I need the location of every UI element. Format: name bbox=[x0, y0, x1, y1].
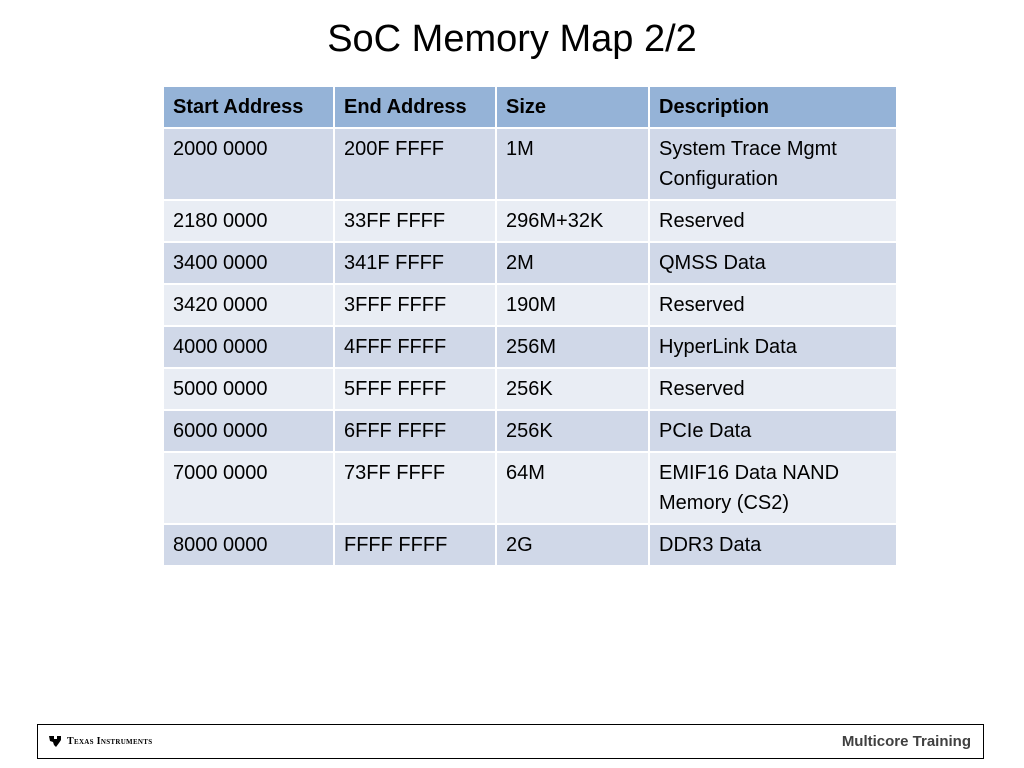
description-cell: Reserved bbox=[649, 200, 897, 242]
texas-instruments-logo-icon bbox=[48, 734, 62, 748]
column-header-description: Description bbox=[649, 86, 897, 128]
start-address-cell: 3420 0000 bbox=[163, 284, 334, 326]
end-address-cell: 341F FFFF bbox=[334, 242, 496, 284]
size-cell: 64M bbox=[496, 452, 649, 524]
end-address-cell: 3FFF FFFF bbox=[334, 284, 496, 326]
table-header-row bbox=[163, 86, 897, 128]
end-address-cell: 6FFF FFFF bbox=[334, 410, 496, 452]
size-cell: 256M bbox=[496, 326, 649, 368]
start-address-cell: 2180 0000 bbox=[163, 200, 334, 242]
table-row bbox=[163, 524, 897, 566]
table-row bbox=[163, 326, 897, 368]
description-cell: QMSS Data bbox=[649, 242, 897, 284]
table-row bbox=[163, 242, 897, 284]
column-header-start-address: Start Address bbox=[163, 86, 334, 128]
end-address-cell: 5FFF FFFF bbox=[334, 368, 496, 410]
table-row bbox=[163, 128, 897, 200]
start-address-cell: 8000 0000 bbox=[163, 524, 334, 566]
column-header-end-address: End Address bbox=[334, 86, 496, 128]
end-address-cell: FFFF FFFF bbox=[334, 524, 496, 566]
description-cell: EMIF16 Data NAND Memory (CS2) bbox=[649, 452, 897, 524]
size-cell: 2G bbox=[496, 524, 649, 566]
table-row bbox=[163, 410, 897, 452]
end-address-cell: 33FF FFFF bbox=[334, 200, 496, 242]
company-name: Texas Instruments bbox=[67, 735, 153, 747]
column-header-size: Size bbox=[496, 86, 649, 128]
table-row bbox=[163, 368, 897, 410]
start-address-cell: 3400 0000 bbox=[163, 242, 334, 284]
footer-bar bbox=[37, 724, 984, 759]
description-cell: DDR3 Data bbox=[649, 524, 897, 566]
description-cell: HyperLink Data bbox=[649, 326, 897, 368]
description-cell: Reserved bbox=[649, 368, 897, 410]
description-cell: PCIe Data bbox=[649, 410, 897, 452]
end-address-cell: 4FFF FFFF bbox=[334, 326, 496, 368]
course-name: Multicore Training bbox=[841, 733, 971, 750]
start-address-cell: 4000 0000 bbox=[163, 326, 334, 368]
start-address-cell: 5000 0000 bbox=[163, 368, 334, 410]
table-row bbox=[163, 200, 897, 242]
start-address-cell: 7000 0000 bbox=[163, 452, 334, 524]
start-address-cell: 6000 0000 bbox=[163, 410, 334, 452]
size-cell: 256K bbox=[496, 410, 649, 452]
end-address-cell: 73FF FFFF bbox=[334, 452, 496, 524]
end-address-cell: 200F FFFF bbox=[334, 128, 496, 200]
size-cell: 256K bbox=[496, 368, 649, 410]
description-cell: Reserved bbox=[649, 284, 897, 326]
table-row bbox=[163, 284, 897, 326]
size-cell: 296M+32K bbox=[496, 200, 649, 242]
size-cell: 1M bbox=[496, 128, 649, 200]
table-row bbox=[163, 452, 897, 524]
size-cell: 190M bbox=[496, 284, 649, 326]
memory-map-table bbox=[162, 85, 898, 567]
slide-title: SoC Memory Map 2/2 bbox=[327, 18, 697, 60]
description-cell: System Trace Mgmt Configuration bbox=[649, 128, 897, 200]
company-logo bbox=[48, 734, 152, 748]
start-address-cell: 2000 0000 bbox=[163, 128, 334, 200]
size-cell: 2M bbox=[496, 242, 649, 284]
